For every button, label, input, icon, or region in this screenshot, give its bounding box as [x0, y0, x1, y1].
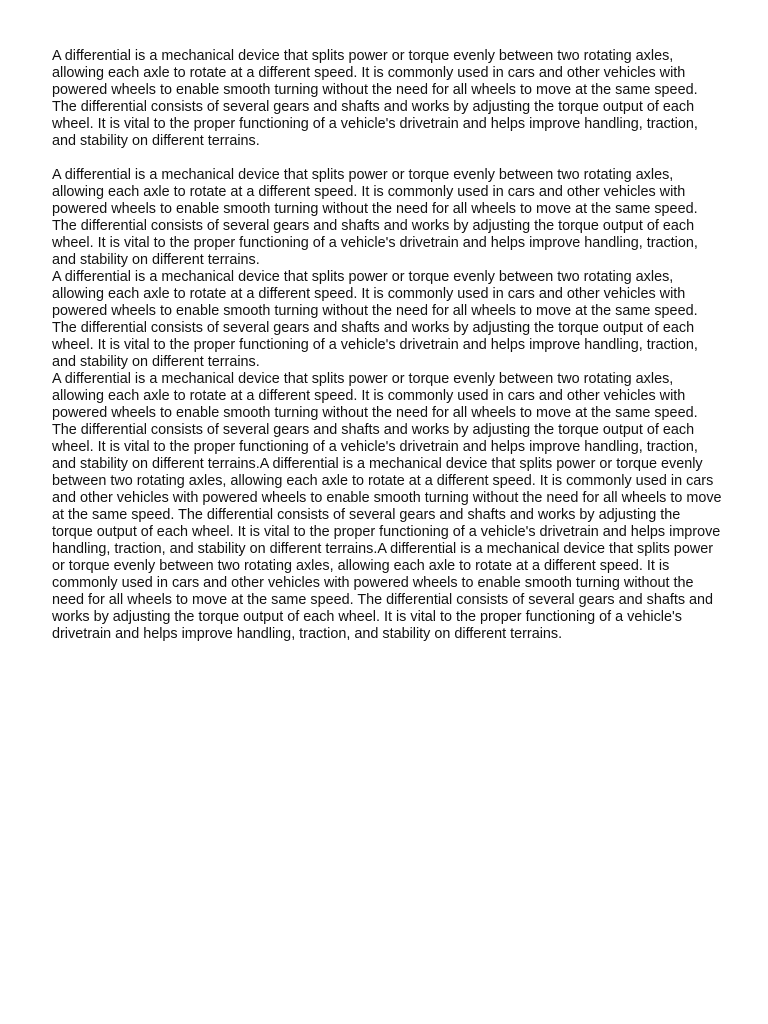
paragraph-3: A differential is a mechanical device that splits power or torque evenly between two rotating axles, allowing each axle to rotate at a different speed. It is commonly used in cars and other vehicles with powered wheels to enable smooth turning without the need for all wheels to move at the same speed. The differential consists of several gears and shafts and works by adjusting the torque output of each wheel. It is vital to the proper functioning of a vehicle's drivetrain and helps improve handling, traction, and stability on different terrains. — [52, 269, 698, 370]
document-body — [52, 48, 722, 643]
paragraph-spacer — [52, 150, 722, 167]
paragraph-2: A differential is a mechanical device that splits power or torque evenly between two rotating axles, allowing each axle to rotate at a different speed. It is commonly used in cars and other vehicles with powered wheels to enable smooth turning without the need for all wheels to move at the same speed. The differential consists of several gears and shafts and works by adjusting the torque output of each wheel. It is vital to the proper functioning of a vehicle's drivetrain and helps improve handling, traction, and stability on different terrains. — [52, 167, 698, 268]
paragraph-4: A differential is a mechanical device that splits power or torque evenly between two rotating axles, allowing each axle to rotate at a different speed. It is commonly used in cars and other vehicles with powered wheels to enable smooth turning without the need for all wheels to move at the same speed. The differential consists of several gears and shafts and works by adjusting the torque output of each wheel. It is vital to the proper functioning of a vehicle's drivetrain and helps improve handling, traction, and stability on different terrains.A differential is a mechanical device that splits power or torque evenly between two rotating axles, allowing each axle to rotate at a different speed. It is commonly used in cars and other vehicles with powered wheels to enable smooth turning without the need for all wheels to move at the same speed. The differential consists of several gears and shafts and works by adjusting the torque output of each wheel. It is vital to the proper functioning of a vehicle's drivetrain and helps improve handling, traction, and stability on different terrains.A differential is a mechanical device that splits power or torque evenly between two rotating axles, allowing each axle to rotate at a different speed. It is commonly used in cars and other vehicles with powered wheels to enable smooth turning without the need for all wheels to move at the same speed. The differential consists of several gears and shafts and works by adjusting the torque output of each wheel. It is vital to the proper functioning of a vehicle's drivetrain and helps improve handling, traction, and stability on different terrains. — [52, 371, 722, 642]
paragraph-1: A differential is a mechanical device that splits power or torque evenly between two rotating axles, allowing each axle to rotate at a different speed. It is commonly used in cars and other vehicles with powered wheels to enable smooth turning without the need for all wheels to move at the same speed. The differential consists of several gears and shafts and works by adjusting the torque output of each wheel. It is vital to the proper functioning of a vehicle's drivetrain and helps improve handling, traction, and stability on different terrains. — [52, 48, 698, 149]
